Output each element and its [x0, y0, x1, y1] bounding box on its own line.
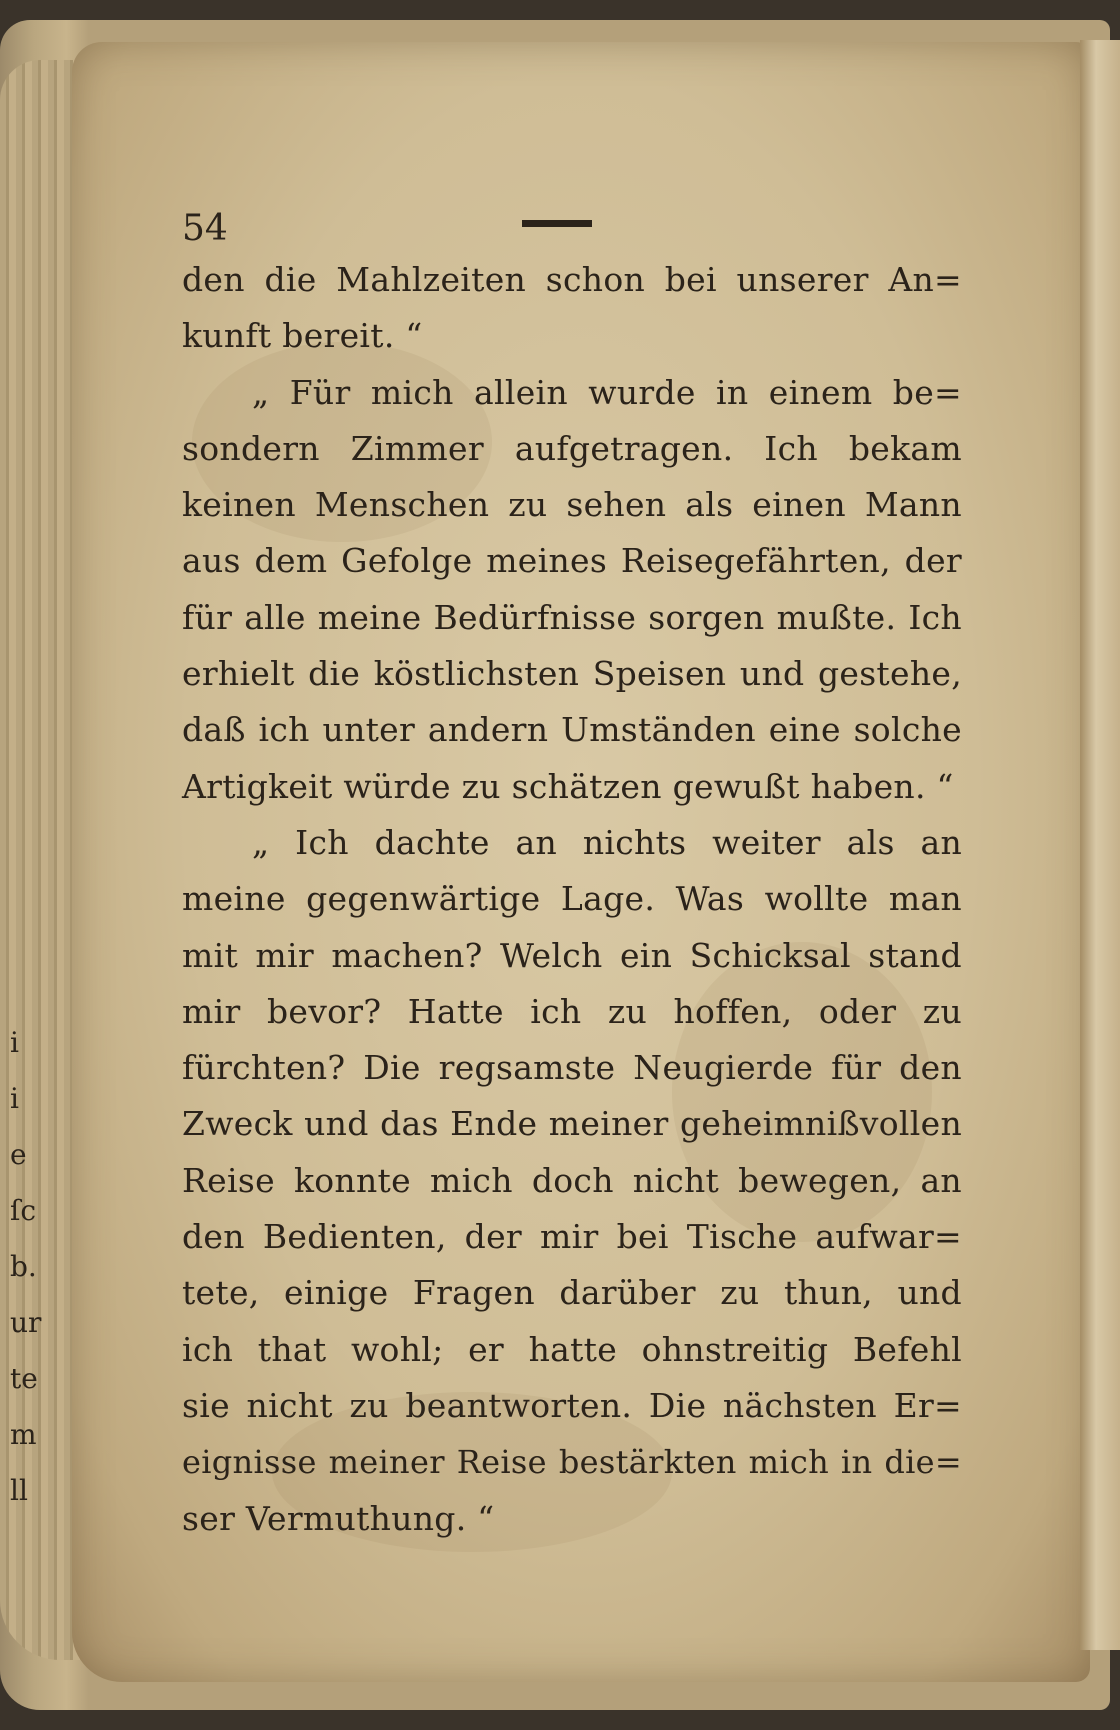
- margin-fragment: ur: [10, 1306, 42, 1339]
- text-line: ser Vermuthung. “: [182, 1498, 495, 1538]
- margin-fragment: i: [10, 1082, 19, 1115]
- text-line: eignisse meiner Reise bestärkten mich in die=: [182, 1443, 962, 1482]
- text-line: mir bevor? Hatte ich zu hoffen, oder zu: [182, 991, 962, 1031]
- text-line: fürchten? Die regsamste Neugierde für den: [182, 1048, 962, 1088]
- text-line: den Bedienten, der mir bei Tische aufwar=: [182, 1217, 962, 1257]
- text-line: meine gegenwärtige Lage. Was wollte man: [182, 879, 962, 919]
- page-text-block: [182, 200, 962, 1547]
- text-line: Artigkeit würde zu schätzen gewußt haben. “: [182, 766, 954, 806]
- text-line: Reise konnte mich doch nicht bewegen, an: [182, 1160, 962, 1200]
- text-line: keinen Menschen zu sehen als einen Mann: [182, 485, 962, 525]
- text-line: erhielt die köstlichsten Speisen und gestehe,: [182, 654, 962, 694]
- margin-fragment: i: [10, 1026, 19, 1059]
- text-line: ich that wohl; er hatte ohnstreitig Befehl: [182, 1329, 962, 1369]
- text-line: für alle meine Bedürfnisse sorgen mußte. Ich: [182, 597, 962, 637]
- text-line: den die Mahlzeiten schon bei unserer An=: [182, 260, 962, 299]
- page-header: [182, 200, 962, 252]
- text-line: aus dem Gefolge meines Reisegefährten, der: [182, 541, 962, 581]
- text-line: sondern Zimmer aufgetragen. Ich bekam: [182, 428, 962, 468]
- header-rule: [522, 220, 592, 227]
- text-line: mit mir machen? Welch ein Schicksal stand: [182, 935, 962, 975]
- text-line: daß ich unter andern Umständen eine solche: [182, 710, 962, 750]
- text-line: kunft bereit. “: [182, 316, 423, 356]
- text-line: „ Ich dachte an nichts weiter als an: [252, 822, 962, 862]
- page-number: 54: [182, 208, 228, 249]
- margin-fragment: ſc: [10, 1194, 37, 1227]
- text-line: tete, einige Fragen darüber zu thun, und: [182, 1273, 962, 1313]
- margin-fragment: e: [10, 1138, 27, 1171]
- margin-fragment: m: [10, 1418, 37, 1451]
- margin-fragment: ll: [10, 1474, 28, 1507]
- book-binding-edge: [1080, 40, 1120, 1650]
- text-line: Zweck und das Ende meiner geheimnißvollen: [182, 1104, 962, 1144]
- margin-fragment: te: [10, 1362, 38, 1395]
- margin-fragment: b.: [10, 1250, 37, 1283]
- previous-page-margin: [10, 1015, 42, 1519]
- text-line: „ Für mich allein wurde in einem be=: [252, 372, 962, 412]
- text-line: sie nicht zu beantworten. Die nächsten Er=: [182, 1385, 962, 1425]
